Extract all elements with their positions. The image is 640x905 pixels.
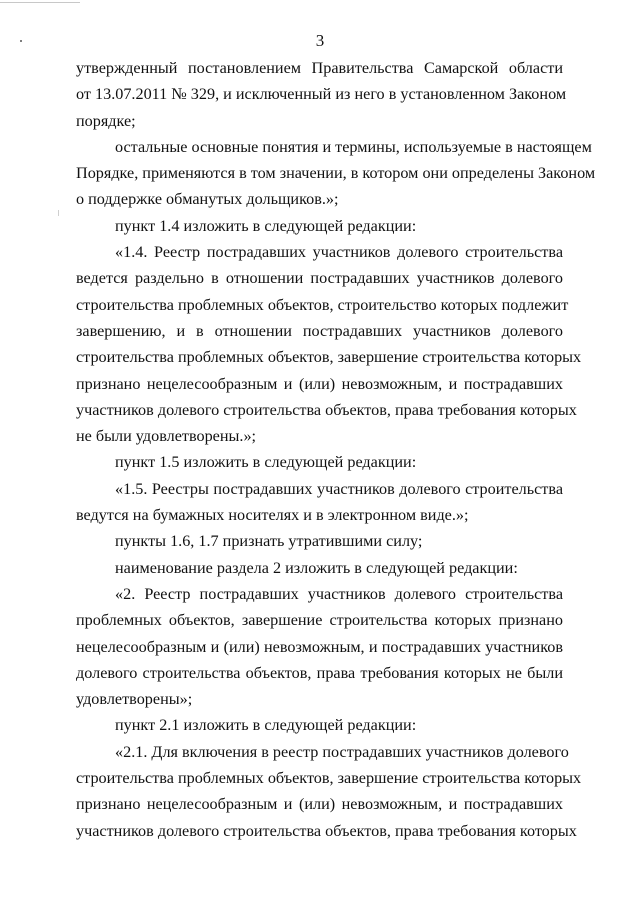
text-line: ведется раздельно в отношении пострадавших участников долевого xyxy=(76,269,563,288)
text-line: утвержденный постановлением Правительства Самарской области xyxy=(76,59,563,77)
text-line: Порядке, применяются в том значении, в котором они определены Законом xyxy=(76,164,596,183)
text-line: долевого строительства объектов, права требования которых не были xyxy=(76,663,563,682)
text-line: участников долевого строительства объектов, права требования которых xyxy=(76,821,577,840)
text-line: признано нецелесообразным и (или) невозможным, и пострадавших xyxy=(76,374,563,393)
text-line: порядке; xyxy=(76,111,136,130)
text-line: «2.1. Для включения в реестр пострадавших участников долевого xyxy=(115,742,569,761)
text-line: «1.5. Реестры пострадавших участников долевого строительства xyxy=(115,479,563,498)
text-line: завершению, и в отношении пострадавших участников долевого xyxy=(76,321,563,340)
text-line: признано нецелесообразным и (или) невозможным, и пострадавших xyxy=(76,795,563,814)
text-line: «2. Реестр пострадавших участников долевого строительства xyxy=(115,584,563,603)
text-line: не были удовлетворены.»; xyxy=(76,427,257,446)
text-line: от 13.07.2011 № 329, и исключенный из него в установленном Законом xyxy=(76,85,567,104)
text-line: наименование раздела 2 изложить в следующей редакции: xyxy=(115,558,518,577)
text-line: пункты 1.6, 1.7 признать утратившими силу; xyxy=(115,532,423,551)
page-number: 3 xyxy=(315,31,325,50)
text-line: строительства проблемных объектов, завершение строительства которых xyxy=(76,769,582,788)
text-line: нецелесообразным и (или) невозможным, и пострадавших участников xyxy=(76,637,563,656)
scan-artifact xyxy=(0,2,80,3)
text-line: пункт 1.5 изложить в следующей редакции: xyxy=(115,453,417,472)
scan-artifact xyxy=(58,210,59,216)
text-line: участников долевого строительства объектов, права требования которых xyxy=(76,400,577,419)
text-line: остальные основные понятия и термины, используемые в настоящем xyxy=(115,137,592,156)
text-line: строительства проблемных объектов, завершение строительства которых xyxy=(76,348,582,367)
text-line: пункт 2.1 изложить в следующей редакции: xyxy=(115,716,417,735)
document-body xyxy=(76,55,596,844)
text-line: ведутся на бумажных носителях и в электронном виде.»; xyxy=(76,506,469,525)
text-line: о поддержке обманутых дольщиков.»; xyxy=(76,190,339,209)
text-line: пункт 1.4 изложить в следующей редакции: xyxy=(115,216,417,235)
text-line: удовлетворены»; xyxy=(76,690,193,709)
text-line: строительства проблемных объектов, строительство которых подлежит xyxy=(76,295,569,314)
text-line: проблемных объектов, завершение строительства которых признано xyxy=(76,611,563,630)
text-line: «1.4. Реестр пострадавших участников долевого строительства xyxy=(115,243,563,262)
